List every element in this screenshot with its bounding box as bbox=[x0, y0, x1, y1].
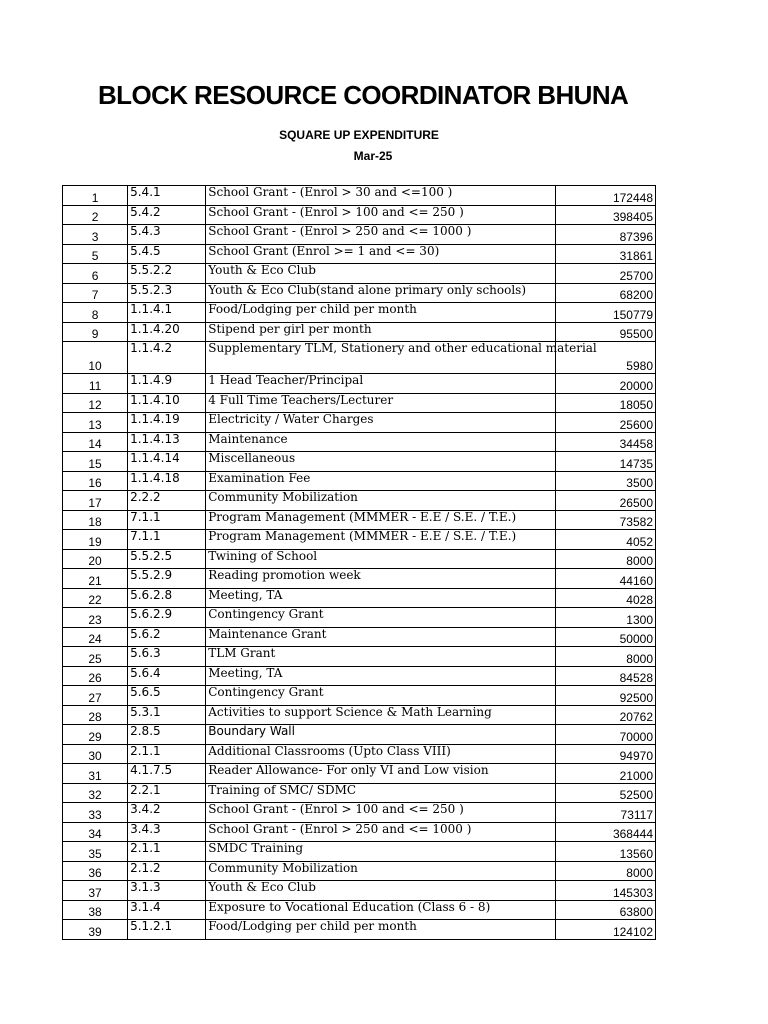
head-code-cell: 7.1.1 bbox=[128, 530, 206, 550]
serial-number-cell: 33 bbox=[63, 803, 128, 823]
head-code-cell: 2.1.1 bbox=[128, 842, 206, 862]
table-row bbox=[63, 608, 656, 628]
serial-number-cell: 6 bbox=[63, 264, 128, 284]
description-cell: Boundary Wall bbox=[206, 725, 556, 745]
description-cell: Food/Lodging per child per month bbox=[206, 303, 556, 323]
amount-cell: 5980 bbox=[555, 342, 655, 374]
table-row bbox=[63, 303, 656, 323]
serial-number-cell: 13 bbox=[63, 413, 128, 433]
amount-cell: 95500 bbox=[555, 322, 655, 342]
serial-number-cell: 19 bbox=[63, 530, 128, 550]
table-row bbox=[63, 783, 656, 803]
page-title: BLOCK RESOURCE COORDINATOR BHUNA bbox=[98, 80, 629, 110]
table-row bbox=[63, 881, 656, 901]
serial-number-cell: 21 bbox=[63, 569, 128, 589]
table-row bbox=[63, 861, 656, 881]
amount-cell: 84528 bbox=[555, 666, 655, 686]
amount-cell: 13560 bbox=[555, 842, 655, 862]
amount-cell: 31861 bbox=[555, 244, 655, 264]
description-cell: School Grant - (Enrol > 250 and <= 1000 ) bbox=[206, 822, 556, 842]
serial-number-cell: 16 bbox=[63, 471, 128, 491]
serial-number-cell: 27 bbox=[63, 686, 128, 706]
head-code-cell: 1.1.4.13 bbox=[128, 432, 206, 452]
amount-cell: 52500 bbox=[555, 783, 655, 803]
table-row bbox=[63, 686, 656, 706]
amount-cell: 8000 bbox=[555, 861, 655, 881]
table-row bbox=[63, 322, 656, 342]
amount-cell: 124102 bbox=[555, 920, 655, 940]
description-cell: 1 Head Teacher/Principal bbox=[206, 374, 556, 394]
table-row bbox=[63, 900, 656, 920]
amount-cell: 8000 bbox=[555, 549, 655, 569]
table-row bbox=[63, 374, 656, 394]
amount-cell: 14735 bbox=[555, 452, 655, 472]
description-cell: 4 Full Time Teachers/Lecturer bbox=[206, 393, 556, 413]
serial-number-cell: 29 bbox=[63, 725, 128, 745]
serial-number-cell: 11 bbox=[63, 374, 128, 394]
table-row bbox=[63, 842, 656, 862]
head-code-cell: 5.4.1 bbox=[128, 186, 206, 206]
head-code-cell: 5.5.2.2 bbox=[128, 264, 206, 284]
table-row bbox=[63, 491, 656, 511]
description-cell: School Grant - (Enrol > 100 and <= 250 ) bbox=[206, 803, 556, 823]
description-cell: Supplementary TLM, Stationery and other educational material bbox=[206, 342, 556, 374]
table-row bbox=[63, 225, 656, 245]
description-cell: Maintenance bbox=[206, 432, 556, 452]
serial-number-cell: 24 bbox=[63, 627, 128, 647]
amount-cell: 26500 bbox=[555, 491, 655, 511]
amount-cell: 368444 bbox=[555, 822, 655, 842]
table-row bbox=[63, 920, 656, 940]
amount-cell: 63800 bbox=[555, 900, 655, 920]
amount-cell: 73582 bbox=[555, 510, 655, 530]
amount-cell: 4028 bbox=[555, 588, 655, 608]
serial-number-cell: 1 bbox=[63, 186, 128, 206]
table-row bbox=[63, 725, 656, 745]
head-code-cell: 3.4.3 bbox=[128, 822, 206, 842]
amount-cell: 94970 bbox=[555, 744, 655, 764]
head-code-cell: 5.5.2.3 bbox=[128, 283, 206, 303]
serial-number-cell: 23 bbox=[63, 608, 128, 628]
head-code-cell: 1.1.4.2 bbox=[128, 342, 206, 374]
head-code-cell: 4.1.7.5 bbox=[128, 764, 206, 784]
description-cell: Training of SMC/ SDMC bbox=[206, 783, 556, 803]
amount-cell: 150779 bbox=[555, 303, 655, 323]
description-cell: Youth & Eco Club bbox=[206, 264, 556, 284]
description-cell: Additional Classrooms (Upto Class VIII) bbox=[206, 744, 556, 764]
head-code-cell: 5.4.5 bbox=[128, 244, 206, 264]
table-row bbox=[63, 432, 656, 452]
table-row bbox=[63, 452, 656, 472]
head-code-cell: 5.6.3 bbox=[128, 647, 206, 667]
serial-number-cell: 14 bbox=[63, 432, 128, 452]
table-row bbox=[63, 764, 656, 784]
serial-number-cell: 3 bbox=[63, 225, 128, 245]
amount-cell: 20762 bbox=[555, 705, 655, 725]
amount-cell: 20000 bbox=[555, 374, 655, 394]
description-cell: Youth & Eco Club bbox=[206, 881, 556, 901]
head-code-cell: 1.1.4.20 bbox=[128, 322, 206, 342]
table-row bbox=[63, 666, 656, 686]
head-code-cell: 5.6.5 bbox=[128, 686, 206, 706]
description-cell: Food/Lodging per child per month bbox=[206, 920, 556, 940]
description-cell: Examination Fee bbox=[206, 471, 556, 491]
head-code-cell: 1.1.4.14 bbox=[128, 452, 206, 472]
description-cell: Contingency Grant bbox=[206, 608, 556, 628]
serial-number-cell: 17 bbox=[63, 491, 128, 511]
serial-number-cell: 9 bbox=[63, 322, 128, 342]
table-row bbox=[63, 186, 656, 206]
table-row bbox=[63, 569, 656, 589]
amount-cell: 87396 bbox=[555, 225, 655, 245]
serial-number-cell: 38 bbox=[63, 900, 128, 920]
amount-cell: 3500 bbox=[555, 471, 655, 491]
expenditure-table bbox=[62, 185, 656, 940]
amount-cell: 50000 bbox=[555, 627, 655, 647]
table-row bbox=[63, 549, 656, 569]
amount-cell: 1300 bbox=[555, 608, 655, 628]
table-row bbox=[63, 393, 656, 413]
head-code-cell: 5.6.2.9 bbox=[128, 608, 206, 628]
table-row bbox=[63, 205, 656, 225]
head-code-cell: 2.2.1 bbox=[128, 783, 206, 803]
head-code-cell: 5.4.3 bbox=[128, 225, 206, 245]
amount-cell: 70000 bbox=[555, 725, 655, 745]
description-cell: Reading promotion week bbox=[206, 569, 556, 589]
amount-cell: 25700 bbox=[555, 264, 655, 284]
table-row bbox=[63, 647, 656, 667]
description-cell: Maintenance Grant bbox=[206, 627, 556, 647]
description-cell: SMDC Training bbox=[206, 842, 556, 862]
serial-number-cell: 37 bbox=[63, 881, 128, 901]
serial-number-cell: 22 bbox=[63, 588, 128, 608]
description-cell: Meeting, TA bbox=[206, 666, 556, 686]
table-row bbox=[63, 342, 656, 374]
amount-cell: 21000 bbox=[555, 764, 655, 784]
amount-cell: 172448 bbox=[555, 186, 655, 206]
head-code-cell: 2.1.2 bbox=[128, 861, 206, 881]
table-row bbox=[63, 627, 656, 647]
serial-number-cell: 8 bbox=[63, 303, 128, 323]
description-cell: Stipend per girl per month bbox=[206, 322, 556, 342]
serial-number-cell: 32 bbox=[63, 783, 128, 803]
amount-cell: 44160 bbox=[555, 569, 655, 589]
table-row bbox=[63, 705, 656, 725]
amount-cell: 398405 bbox=[555, 205, 655, 225]
table-row bbox=[63, 744, 656, 764]
head-code-cell: 5.6.4 bbox=[128, 666, 206, 686]
description-cell: School Grant (Enrol >= 1 and <= 30) bbox=[206, 244, 556, 264]
description-cell: Contingency Grant bbox=[206, 686, 556, 706]
serial-number-cell: 15 bbox=[63, 452, 128, 472]
description-cell: Meeting, TA bbox=[206, 588, 556, 608]
serial-number-cell: 28 bbox=[63, 705, 128, 725]
serial-number-cell: 25 bbox=[63, 647, 128, 667]
report-period: Mar-25 bbox=[353, 149, 393, 163]
description-cell: Reader Allowance- For only VI and Low vision bbox=[206, 764, 556, 784]
description-cell: TLM Grant bbox=[206, 647, 556, 667]
description-cell: School Grant - (Enrol > 250 and <= 1000 ) bbox=[206, 225, 556, 245]
table-row bbox=[63, 264, 656, 284]
head-code-cell: 1.1.4.1 bbox=[128, 303, 206, 323]
amount-cell: 8000 bbox=[555, 647, 655, 667]
amount-cell: 4052 bbox=[555, 530, 655, 550]
expenditure-table-body bbox=[63, 186, 656, 940]
serial-number-cell: 31 bbox=[63, 764, 128, 784]
serial-number-cell: 18 bbox=[63, 510, 128, 530]
serial-number-cell: 36 bbox=[63, 861, 128, 881]
head-code-cell: 1.1.4.9 bbox=[128, 374, 206, 394]
serial-number-cell: 35 bbox=[63, 842, 128, 862]
description-cell: School Grant - (Enrol > 30 and <=100 ) bbox=[206, 186, 556, 206]
table-row bbox=[63, 413, 656, 433]
head-code-cell: 5.1.2.1 bbox=[128, 920, 206, 940]
head-code-cell: 5.3.1 bbox=[128, 705, 206, 725]
description-cell: School Grant - (Enrol > 100 and <= 250 ) bbox=[206, 205, 556, 225]
head-code-cell: 1.1.4.10 bbox=[128, 393, 206, 413]
amount-cell: 73117 bbox=[555, 803, 655, 823]
description-cell: Community Mobilization bbox=[206, 861, 556, 881]
head-code-cell: 5.5.2.9 bbox=[128, 569, 206, 589]
amount-cell: 25600 bbox=[555, 413, 655, 433]
amount-cell: 34458 bbox=[555, 432, 655, 452]
serial-number-cell: 2 bbox=[63, 205, 128, 225]
description-cell: Electricity / Water Charges bbox=[206, 413, 556, 433]
table-row bbox=[63, 803, 656, 823]
head-code-cell: 2.2.2 bbox=[128, 491, 206, 511]
head-code-cell: 3.4.2 bbox=[128, 803, 206, 823]
description-cell: Twining of School bbox=[206, 549, 556, 569]
description-cell: Program Management (MMMER - E.E / S.E. / T.E.) bbox=[206, 510, 556, 530]
serial-number-cell: 5 bbox=[63, 244, 128, 264]
head-code-cell: 5.5.2.5 bbox=[128, 549, 206, 569]
description-cell: Exposure to Vocational Education (Class 6 - 8) bbox=[206, 900, 556, 920]
description-cell: Miscellaneous bbox=[206, 452, 556, 472]
amount-cell: 145303 bbox=[555, 881, 655, 901]
head-code-cell: 5.4.2 bbox=[128, 205, 206, 225]
table-row bbox=[63, 471, 656, 491]
head-code-cell: 1.1.4.18 bbox=[128, 471, 206, 491]
serial-number-cell: 12 bbox=[63, 393, 128, 413]
table-row bbox=[63, 244, 656, 264]
serial-number-cell: 26 bbox=[63, 666, 128, 686]
serial-number-cell: 34 bbox=[63, 822, 128, 842]
report-subtitle: SQUARE UP EXPENDITURE bbox=[279, 128, 439, 142]
serial-number-cell: 10 bbox=[63, 342, 128, 374]
head-code-cell: 5.6.2.8 bbox=[128, 588, 206, 608]
head-code-cell: 5.6.2 bbox=[128, 627, 206, 647]
serial-number-cell: 7 bbox=[63, 283, 128, 303]
table-row bbox=[63, 510, 656, 530]
description-cell: Community Mobilization bbox=[206, 491, 556, 511]
head-code-cell: 2.8.5 bbox=[128, 725, 206, 745]
head-code-cell: 3.1.4 bbox=[128, 900, 206, 920]
head-code-cell: 3.1.3 bbox=[128, 881, 206, 901]
serial-number-cell: 20 bbox=[63, 549, 128, 569]
amount-cell: 18050 bbox=[555, 393, 655, 413]
description-cell: Activities to support Science & Math Learning bbox=[206, 705, 556, 725]
amount-cell: 68200 bbox=[555, 283, 655, 303]
table-row bbox=[63, 822, 656, 842]
amount-cell: 92500 bbox=[555, 686, 655, 706]
head-code-cell: 2.1.1 bbox=[128, 744, 206, 764]
description-cell: Program Management (MMMER - E.E / S.E. / T.E.) bbox=[206, 530, 556, 550]
table-row bbox=[63, 588, 656, 608]
table-row bbox=[63, 530, 656, 550]
serial-number-cell: 39 bbox=[63, 920, 128, 940]
head-code-cell: 7.1.1 bbox=[128, 510, 206, 530]
head-code-cell: 1.1.4.19 bbox=[128, 413, 206, 433]
table-row bbox=[63, 283, 656, 303]
description-cell: Youth & Eco Club(stand alone primary only schools) bbox=[206, 283, 556, 303]
serial-number-cell: 30 bbox=[63, 744, 128, 764]
